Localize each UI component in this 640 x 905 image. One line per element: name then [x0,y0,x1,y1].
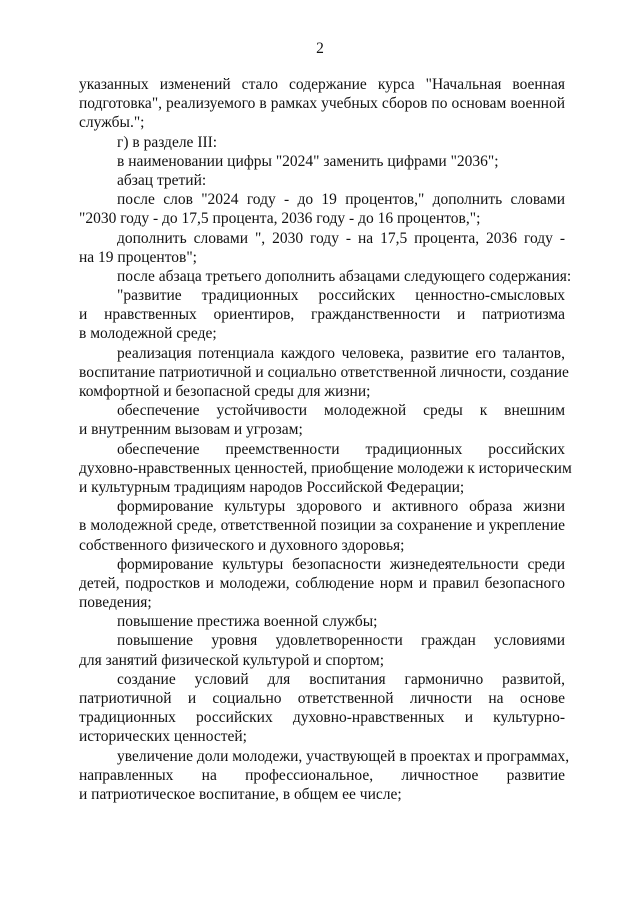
text-line: абзац третий: [117,171,207,189]
text-line: формирование культуры здорового и активного образа жизни [117,498,565,516]
text-line: и культурным традициям народов Российской Федерации; [79,478,465,496]
text-line: "2030 году - до 17,5 процента, 2036 году - до 16 процентов,"; [79,210,481,228]
text-line: на 19 процентов"; [79,248,197,266]
text-line: и внутренним вызовам и угрозам; [79,421,303,439]
text-line: духовно-нравственных ценностей, приобщение молодежи к историческим [79,459,572,477]
text-line: исторических ценностей; [79,728,247,746]
text-line: повышение престижа военной службы; [117,613,378,631]
text-line: в молодежной среде, ответственной позиции за сохранение и укрепление [79,517,565,535]
text-line: обеспечение преемственности традиционных российских [117,440,565,458]
text-line: реализация потенциала каждого человека, развитие его талантов, [117,344,565,362]
text-line: после абзаца третьего дополнить абзацами следующего содержания: [117,267,572,285]
page-number: 2 [316,40,324,57]
text-line: поведения; [79,594,152,612]
text-line: в молодежной среде; [79,325,217,343]
text-line: повышение уровня удовлетворенности граждан условиями [117,632,565,650]
text-line: подготовка", реализуемого в рамках учебных сборов по основам военной [79,95,565,113]
text-line: воспитание патриотичной и социально ответственной личности, создание [79,363,569,381]
text-line: комфортной и безопасной среды для жизни; [79,383,371,400]
text-line: направленных на профессиональное, личностное развитие [79,766,565,784]
text-line: собственного физического и духовного здоровья; [79,536,405,554]
text-line: дополнить словами ", 2030 году - на 17,5 процента, 2036 году - [117,229,565,247]
text-line: традиционных российских духовно-нравственных и культурно- [79,709,565,727]
text-line: создание условий для воспитания гармонично развитой, [117,670,565,688]
document-body [79,75,572,804]
text-line: формирование культуры безопасности жизнедеятельности среди [117,555,565,573]
text-line: обеспечение устойчивости молодежной среды к внешним [117,402,565,420]
text-line: в наименовании цифры "2024" заменить цифрами "2036"; [117,152,499,170]
text-line: для занятий физической культурой и спортом; [79,651,385,669]
text-line: патриотичной и социально ответственной личности на основе [79,690,565,707]
text-line: "развитие традиционных российских ценностно-смысловых [117,287,565,305]
text-line: указанных изменений стало содержание курса "Начальная военная [79,76,565,93]
text-line: и патриотическое воспитание, в общем ее числе; [79,785,402,803]
text-line: после слов "2024 году - до 19 процентов," дополнить словами [117,191,565,209]
text-line: детей, подростков и молодежи, соблюдение норм и правил безопасного [79,574,565,592]
text-line: г) в разделе III: [117,133,218,151]
text-line: увеличение доли молодежи, участвующей в проектах и программах, [117,747,570,765]
text-line: и нравственных ориентиров, гражданственности и патриотизма [79,306,565,324]
text-line: службы."; [79,114,145,132]
